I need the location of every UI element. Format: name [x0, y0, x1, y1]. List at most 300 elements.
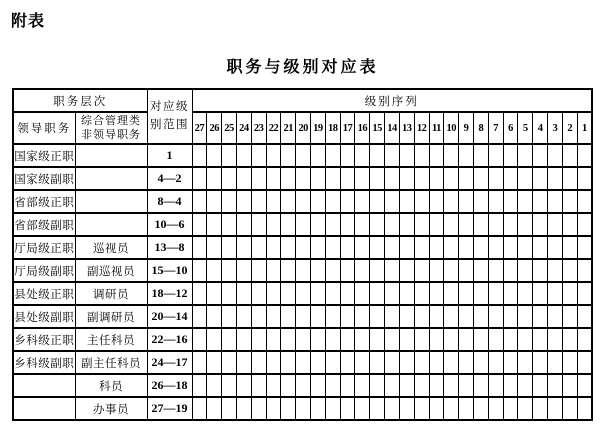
rank-grid-cell [488, 167, 503, 190]
rank-grid-cell [251, 213, 266, 236]
rank-grid-cell [459, 213, 474, 236]
header-leadership-position: 领导职务 [13, 112, 75, 144]
rank-grid-cell [251, 328, 266, 351]
rank-grid-cell [355, 305, 370, 328]
rank-grid-cell [414, 144, 429, 167]
rank-grid-cell [414, 351, 429, 374]
rank-grid-cell [296, 351, 311, 374]
rank-grid-cell [429, 190, 444, 213]
rank-grid-cell [459, 328, 474, 351]
rank-number-12: 12 [414, 112, 429, 144]
rank-grid-cell [488, 328, 503, 351]
table-row [13, 259, 592, 282]
rank-grid-cell [444, 144, 459, 167]
non-leadership-position-cell [75, 144, 147, 167]
rank-grid-cell [281, 167, 296, 190]
rank-grid-cell [311, 305, 326, 328]
rank-grid-cell [429, 397, 444, 420]
leadership-position-cell: 县处级副职 [13, 305, 75, 328]
rank-grid-cell [325, 397, 340, 420]
rank-grid-cell [429, 144, 444, 167]
rank-grid-cell [192, 282, 207, 305]
rank-grid-cell [281, 397, 296, 420]
table-title: 职务与级别对应表 [226, 59, 379, 76]
rank-number-4: 4 [533, 112, 548, 144]
rank-grid-cell [444, 282, 459, 305]
rank-grid-cell [281, 351, 296, 374]
rank-grid-cell [192, 328, 207, 351]
rank-grid-cell [385, 351, 400, 374]
rank-number-27: 27 [192, 112, 207, 144]
non-leadership-position-cell: 副调研员 [75, 305, 147, 328]
rank-grid-cell [325, 305, 340, 328]
rank-number-26: 26 [207, 112, 222, 144]
rank-grid-cell [370, 328, 385, 351]
rank-grid-cell [533, 213, 548, 236]
rank-grid-cell [355, 213, 370, 236]
header-rank-range [147, 89, 192, 144]
rank-grid-cell [473, 213, 488, 236]
rank-grid-cell [548, 305, 563, 328]
rank-grid-cell [444, 305, 459, 328]
rank-number-1: 1 [577, 112, 592, 144]
table-row [13, 351, 592, 374]
rank-grid-cell [370, 190, 385, 213]
rank-grid-cell [370, 305, 385, 328]
rank-grid-cell [192, 305, 207, 328]
table-row [13, 374, 592, 397]
rank-grid-cell [236, 144, 251, 167]
rank-grid-cell [296, 374, 311, 397]
rank-number-9: 9 [459, 112, 474, 144]
rank-grid-cell [281, 374, 296, 397]
rank-grid-cell [444, 167, 459, 190]
rank-grid-cell [296, 236, 311, 259]
rank-grid-cell [325, 328, 340, 351]
rank-grid-cell [577, 305, 592, 328]
rank-grid-cell [251, 167, 266, 190]
rank-grid-cell [236, 351, 251, 374]
rank-grid-cell [533, 236, 548, 259]
rank-grid-cell [192, 351, 207, 374]
rank-grid-cell [266, 328, 281, 351]
non-leadership-position-cell: 科员 [75, 374, 147, 397]
rank-number-5: 5 [518, 112, 533, 144]
header-non-leadership-position [75, 112, 147, 144]
rank-grid-cell [266, 259, 281, 282]
rank-grid-cell [325, 213, 340, 236]
rank-grid-cell [355, 282, 370, 305]
rank-grid-cell [236, 328, 251, 351]
rank-grid-cell [251, 397, 266, 420]
rank-grid-cell [266, 213, 281, 236]
rank-grid-cell [385, 374, 400, 397]
rank-grid-cell [488, 259, 503, 282]
rank-grid-cell [488, 190, 503, 213]
rank-grid-cell [518, 374, 533, 397]
rank-grid-cell [385, 397, 400, 420]
rank-grid-cell [311, 328, 326, 351]
rank-grid-cell [533, 351, 548, 374]
rank-grid-cell [459, 305, 474, 328]
rank-grid-cell [281, 236, 296, 259]
rank-grid-cell [533, 144, 548, 167]
rank-grid-cell [444, 351, 459, 374]
rank-grid-cell [325, 351, 340, 374]
rank-grid-cell [562, 144, 577, 167]
table-row [13, 236, 592, 259]
rank-grid-cell [577, 213, 592, 236]
rank-grid-cell [518, 144, 533, 167]
rank-grid-cell [192, 213, 207, 236]
rank-grid-cell [325, 144, 340, 167]
rank-grid-cell [399, 236, 414, 259]
header-non-leadership-line2: 非领导职务 [81, 129, 141, 141]
rank-grid-cell [562, 328, 577, 351]
rank-grid-cell [577, 282, 592, 305]
rank-grid-cell [414, 167, 429, 190]
rank-grid-cell [548, 328, 563, 351]
rank-grid-cell [340, 236, 355, 259]
header-non-leadership-line1: 综合管理类 [81, 114, 141, 127]
rank-grid-cell [548, 259, 563, 282]
rank-grid-cell [311, 259, 326, 282]
rank-grid-cell [429, 328, 444, 351]
rank-number-6: 6 [503, 112, 518, 144]
rank-grid-cell [533, 259, 548, 282]
rank-range-cell: 15—10 [147, 259, 192, 282]
rank-grid-cell [236, 305, 251, 328]
appendix-label: 附表 [11, 13, 46, 30]
rank-grid-cell [222, 351, 237, 374]
rank-grid-cell [340, 259, 355, 282]
rank-grid-cell [399, 282, 414, 305]
rank-grid-cell [562, 282, 577, 305]
rank-grid-cell [459, 144, 474, 167]
leadership-position-cell: 厅局级正职 [13, 236, 75, 259]
rank-grid-cell [548, 190, 563, 213]
rank-grid-cell [429, 351, 444, 374]
rank-grid-cell [222, 282, 237, 305]
non-leadership-position-cell: 副巡视员 [75, 259, 147, 282]
rank-grid-cell [251, 259, 266, 282]
rank-grid-cell [222, 144, 237, 167]
rank-grid-cell [414, 190, 429, 213]
rank-grid-cell [281, 213, 296, 236]
rank-number-11: 11 [429, 112, 444, 144]
rank-grid-cell [296, 259, 311, 282]
rank-grid-cell [296, 167, 311, 190]
non-leadership-position-cell [75, 190, 147, 213]
rank-grid-cell [311, 351, 326, 374]
rank-grid-cell [429, 282, 444, 305]
rank-grid-cell [533, 397, 548, 420]
rank-grid-cell [296, 328, 311, 351]
rank-grid-cell [548, 374, 563, 397]
non-leadership-position-cell: 办事员 [75, 397, 147, 420]
rank-grid-cell [459, 374, 474, 397]
rank-grid-cell [251, 374, 266, 397]
rank-grid-cell [503, 282, 518, 305]
rank-grid-cell [548, 144, 563, 167]
rank-grid-cell [414, 328, 429, 351]
rank-grid-cell [385, 305, 400, 328]
rank-number-7: 7 [488, 112, 503, 144]
rank-grid-cell [399, 397, 414, 420]
rank-grid-cell [533, 374, 548, 397]
rank-grid-cell [488, 351, 503, 374]
rank-grid-cell [266, 305, 281, 328]
rank-grid-cell [340, 213, 355, 236]
rank-grid-cell [562, 190, 577, 213]
rank-grid-cell [414, 374, 429, 397]
non-leadership-position-cell [75, 213, 147, 236]
rank-number-13: 13 [399, 112, 414, 144]
header-rank-range-line1: 对应级 [150, 101, 189, 114]
table-row [13, 167, 592, 190]
rank-grid-cell [340, 144, 355, 167]
leadership-position-cell: 乡科级正职 [13, 328, 75, 351]
rank-grid-cell [266, 190, 281, 213]
rank-grid-cell [355, 397, 370, 420]
rank-grid-cell [207, 167, 222, 190]
rank-grid-cell [473, 397, 488, 420]
rank-grid-cell [236, 213, 251, 236]
rank-grid-cell [311, 144, 326, 167]
leadership-position-cell: 县处级正职 [13, 282, 75, 305]
rank-range-cell: 27—19 [147, 397, 192, 420]
position-rank-table [12, 88, 593, 421]
rank-grid-cell [192, 190, 207, 213]
rank-number-16: 16 [355, 112, 370, 144]
rank-grid-cell [192, 397, 207, 420]
rank-grid-cell [503, 305, 518, 328]
rank-grid-cell [266, 167, 281, 190]
rank-grid-cell [311, 167, 326, 190]
rank-number-23: 23 [251, 112, 266, 144]
rank-grid-cell [473, 282, 488, 305]
rank-grid-cell [488, 213, 503, 236]
table-row [13, 213, 592, 236]
rank-grid-cell [251, 236, 266, 259]
rank-grid-cell [355, 259, 370, 282]
rank-grid-cell [577, 351, 592, 374]
rank-grid-cell [429, 167, 444, 190]
rank-grid-cell [503, 328, 518, 351]
rank-grid-cell [340, 351, 355, 374]
rank-grid-cell [473, 305, 488, 328]
rank-grid-cell [311, 190, 326, 213]
rank-grid-cell [207, 213, 222, 236]
rank-grid-cell [459, 190, 474, 213]
rank-grid-cell [562, 259, 577, 282]
rank-grid-cell [370, 397, 385, 420]
rank-grid-cell [236, 397, 251, 420]
rank-grid-cell [355, 190, 370, 213]
rank-grid-cell [325, 190, 340, 213]
rank-grid-cell [311, 282, 326, 305]
rank-range-cell: 13—8 [147, 236, 192, 259]
rank-grid-cell [518, 259, 533, 282]
rank-grid-cell [503, 397, 518, 420]
rank-grid-cell [429, 213, 444, 236]
rank-number-19: 19 [311, 112, 326, 144]
rank-grid-cell [207, 259, 222, 282]
rank-grid-cell [325, 282, 340, 305]
rank-grid-cell [577, 259, 592, 282]
rank-grid-cell [473, 167, 488, 190]
rank-grid-cell [340, 328, 355, 351]
rank-range-cell: 18—12 [147, 282, 192, 305]
rank-number-2: 2 [562, 112, 577, 144]
rank-grid-cell [207, 282, 222, 305]
rank-grid-cell [251, 351, 266, 374]
rank-grid-cell [399, 213, 414, 236]
rank-grid-cell [236, 374, 251, 397]
rank-grid-cell [414, 213, 429, 236]
rank-grid-cell [222, 305, 237, 328]
rank-grid-cell [414, 236, 429, 259]
rank-grid-cell [311, 213, 326, 236]
rank-grid-cell [548, 397, 563, 420]
rank-grid-cell [266, 397, 281, 420]
rank-grid-cell [281, 144, 296, 167]
rank-number-21: 21 [281, 112, 296, 144]
rank-grid-cell [251, 144, 266, 167]
rank-grid-cell [266, 236, 281, 259]
rank-grid-cell [311, 374, 326, 397]
rank-grid-cell [488, 282, 503, 305]
rank-grid-cell [473, 236, 488, 259]
rank-grid-cell [399, 328, 414, 351]
table-body [13, 144, 592, 420]
rank-range-cell: 1 [147, 144, 192, 167]
rank-grid-cell [207, 397, 222, 420]
table-row [13, 305, 592, 328]
non-leadership-position-cell: 调研员 [75, 282, 147, 305]
rank-grid-cell [385, 213, 400, 236]
rank-grid-cell [562, 167, 577, 190]
rank-grid-cell [192, 144, 207, 167]
rank-number-17: 17 [340, 112, 355, 144]
rank-grid-cell [340, 167, 355, 190]
rank-grid-cell [266, 282, 281, 305]
rank-grid-cell [488, 305, 503, 328]
rank-grid-cell [236, 167, 251, 190]
table-row [13, 144, 592, 167]
rank-grid-cell [296, 144, 311, 167]
leadership-position-cell: 省部级正职 [13, 190, 75, 213]
rank-grid-cell [518, 282, 533, 305]
rank-grid-cell [222, 213, 237, 236]
rank-grid-cell [236, 259, 251, 282]
rank-grid-cell [325, 167, 340, 190]
rank-grid-cell [370, 259, 385, 282]
rank-grid-cell [459, 259, 474, 282]
rank-grid-cell [562, 305, 577, 328]
rank-grid-cell [533, 190, 548, 213]
leadership-position-cell [13, 374, 75, 397]
rank-grid-cell [473, 351, 488, 374]
table-row [13, 282, 592, 305]
rank-grid-cell [444, 328, 459, 351]
rank-grid-cell [518, 167, 533, 190]
rank-grid-cell [399, 167, 414, 190]
rank-grid-cell [399, 305, 414, 328]
rank-grid-cell [459, 236, 474, 259]
rank-grid-cell [429, 305, 444, 328]
non-leadership-position-cell: 副主任科员 [75, 351, 147, 374]
rank-grid-cell [562, 213, 577, 236]
rank-range-cell: 22—16 [147, 328, 192, 351]
header-rank-range-line2: 别范围 [150, 118, 189, 131]
rank-grid-cell [207, 374, 222, 397]
rank-number-18: 18 [325, 112, 340, 144]
rank-grid-cell [207, 351, 222, 374]
rank-grid-cell [473, 259, 488, 282]
rank-grid-cell [370, 282, 385, 305]
rank-grid-cell [296, 282, 311, 305]
rank-grid-cell [207, 305, 222, 328]
rank-grid-cell [444, 213, 459, 236]
rank-grid-cell [325, 259, 340, 282]
rank-grid-cell [548, 282, 563, 305]
rank-number-14: 14 [385, 112, 400, 144]
rank-grid-cell [222, 328, 237, 351]
rank-grid-cell [459, 282, 474, 305]
rank-grid-cell [251, 282, 266, 305]
rank-grid-cell [444, 236, 459, 259]
rank-grid-cell [370, 167, 385, 190]
rank-grid-cell [266, 144, 281, 167]
rank-grid-cell [355, 374, 370, 397]
rank-grid-cell [370, 144, 385, 167]
rank-grid-cell [296, 397, 311, 420]
rank-grid-cell [533, 167, 548, 190]
rank-grid-cell [325, 236, 340, 259]
rank-grid-cell [296, 305, 311, 328]
rank-grid-cell [548, 351, 563, 374]
rank-grid-cell [548, 236, 563, 259]
rank-grid-cell [473, 144, 488, 167]
rank-grid-cell [503, 351, 518, 374]
rank-grid-cell [236, 236, 251, 259]
rank-grid-cell [577, 236, 592, 259]
rank-number-24: 24 [236, 112, 251, 144]
rank-grid-cell [518, 328, 533, 351]
rank-grid-cell [577, 144, 592, 167]
rank-grid-cell [518, 236, 533, 259]
rank-grid-cell [385, 144, 400, 167]
rank-grid-cell [577, 374, 592, 397]
rank-grid-cell [340, 397, 355, 420]
leadership-position-cell: 乡科级副职 [13, 351, 75, 374]
rank-grid-cell [444, 259, 459, 282]
rank-number-22: 22 [266, 112, 281, 144]
rank-grid-cell [503, 259, 518, 282]
leadership-position-cell: 国家级副职 [13, 167, 75, 190]
rank-grid-cell [577, 397, 592, 420]
rank-grid-cell [281, 190, 296, 213]
rank-grid-cell [266, 351, 281, 374]
rank-grid-cell [488, 144, 503, 167]
leadership-position-cell: 厅局级副职 [13, 259, 75, 282]
rank-grid-cell [385, 190, 400, 213]
rank-grid-cell [488, 236, 503, 259]
non-leadership-position-cell [75, 167, 147, 190]
rank-grid-cell [444, 190, 459, 213]
rank-grid-cell [518, 305, 533, 328]
